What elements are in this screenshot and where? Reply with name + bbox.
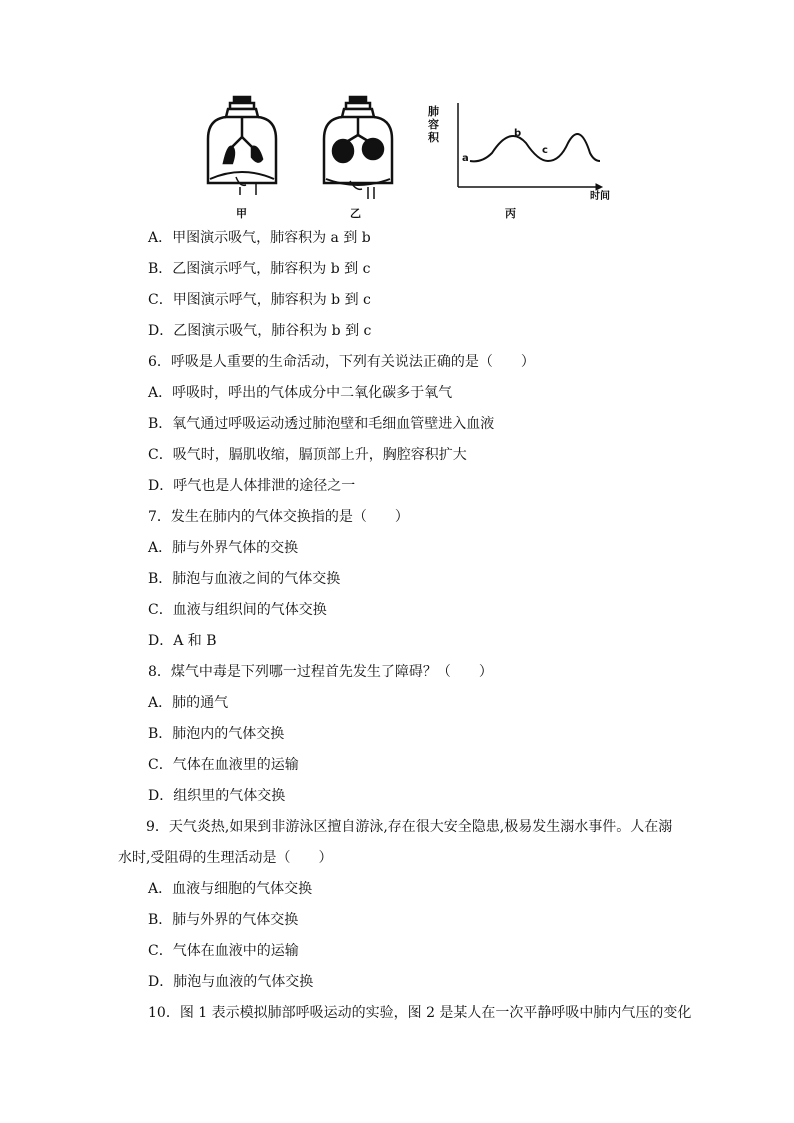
q6-option-b: B．氧气通过呼吸运动透过肺泡壁和毛细血管壁进入血液 <box>148 416 495 432</box>
q6-option-c: C．吸气时，膈肌收缩，膈顶部上升，胸腔容积扩大 <box>148 447 467 463</box>
q7-stem: 7．发生在肺内的气体交换指的是（ ） <box>148 509 409 525</box>
q8-stem: 8．煤气中毒是下列哪一过程首先发生了障碍？（ ） <box>148 664 493 680</box>
graph-ylabel-1: 肺 <box>428 105 439 118</box>
caption-jia: 甲 <box>236 207 247 220</box>
q9-option-d: D．肺泡与血液的气体交换 <box>148 974 314 990</box>
graph-ylabel-3: 积 <box>428 131 439 144</box>
q7-option-b: B．肺泡与血液之间的气体交换 <box>148 571 341 587</box>
graph-point-b: b <box>514 128 522 139</box>
q6-option-a: A．呼吸时，呼出的气体成分中二氧化碳多于氧气 <box>148 385 453 401</box>
q7-option-a: A．肺与外界气体的交换 <box>148 540 299 556</box>
q8-option-d: D．组织里的气体交换 <box>148 788 286 804</box>
q6-option-d: D．呼气也是人体排泄的途径之一 <box>148 478 356 494</box>
figure-drawing <box>200 95 620 225</box>
lung-volume-graph <box>458 103 602 190</box>
q9-stem: 9．天气炎热,如果到非游泳区擅自游泳,存在很大安全隐患,极易发生溺水事件。人在溺水时,受阻碍的生理活动是（ ） <box>118 819 673 866</box>
graph-point-a: a <box>462 153 469 164</box>
bell-jar-yi <box>324 97 392 199</box>
q10-stem: 10．图 1 表示模拟肺部呼吸运动的实验，图 2 是某人在一次平静呼吸中肺内气压的变化 <box>148 1005 692 1021</box>
q5-option-b: B．乙图演示呼气，肺容积为 b 到 c <box>148 261 371 277</box>
q5-option-a: A．甲图演示吸气，肺容积为 a 到 b <box>148 230 371 246</box>
bell-jar-jia <box>208 97 276 195</box>
breathing-model-figure <box>200 95 620 225</box>
q8-option-c: C．气体在血液里的运输 <box>148 757 299 773</box>
q9-option-b: B．肺与外界的气体交换 <box>148 912 299 928</box>
q6-stem: 6．呼吸是人重要的生命活动，下列有关说法正确的是（ ） <box>148 354 535 370</box>
caption-yi: 乙 <box>350 207 361 220</box>
graph-xlabel: 时间 <box>590 191 610 202</box>
q9-option-a: A．血液与细胞的气体交换 <box>148 881 313 897</box>
q7-option-d: D．A 和 B <box>148 633 217 649</box>
q9-option-c: C．气体在血液中的运输 <box>148 943 299 959</box>
graph-ylabel-2: 容 <box>428 118 439 131</box>
q5-option-c: C．甲图演示呼气，肺容积为 b 到 c <box>148 292 371 308</box>
caption-bing: 丙 <box>505 207 516 220</box>
q8-option-a: A．肺的通气 <box>148 695 229 711</box>
q7-option-c: C．血液与组织间的气体交换 <box>148 602 327 618</box>
graph-point-c: c <box>542 145 548 156</box>
q8-option-b: B．肺泡内的气体交换 <box>148 726 285 742</box>
q5-option-d: D．乙图演示吸气，肺谷积为 b 到 c <box>148 323 372 339</box>
